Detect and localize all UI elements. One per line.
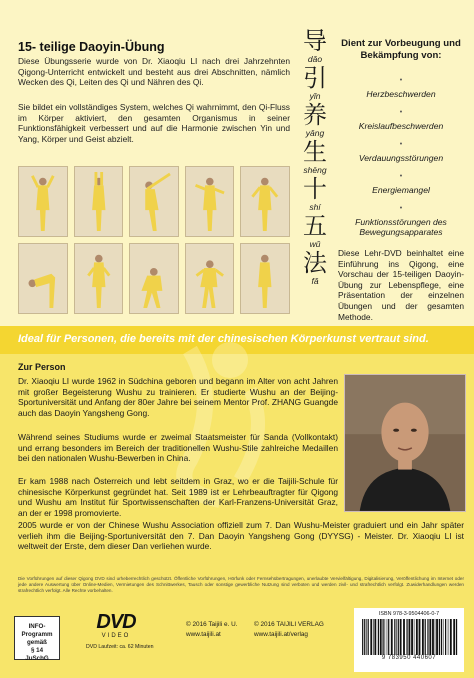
bullet-icon: • [399, 173, 403, 180]
bio-paragraph-4: 2005 wurde er von der Chinese Wushu Association offiziell zum 7. Dan Wushu-Meister graduiert und ein Jahr später verlieh ihm die Beijing-Sportuniversität den 7. Dan Daoyin Yangsheng Gong (DYYSG) - Meister. Dr. Xiaoqiu LI ist weltweit der Erste, dem dieser Dan verliehen wurde. [18, 520, 464, 552]
exercise-photo [129, 166, 179, 237]
exercise-photo [240, 243, 290, 314]
char-block: 生 shēng [303, 138, 327, 175]
author-portrait [344, 374, 466, 512]
benefits-heading: Dient zur Vorbeugung und Bekämpfung von: [341, 38, 461, 61]
bio-paragraph-3: Er kam 1988 nach Österreich und lebt seitdem in Graz, wo er die Taijili-Schule für chinesische Körperkunst gegründet hat. Seit 1989 ist er Lehrbeauftragter für Qigong und Wushu am Institut für Sportwissenschaften der Karl-Franzens-Universität Graz, an der er 1998 promovierte. [18, 476, 338, 518]
publisher-1: © 2016 Taijili e. U. www.taijili.at [186, 621, 238, 638]
legal-notice: Die Vorführungen auf dieser Qigong DVD sind urheberrechtlich geschützt. Öffentliche Vorführungen, Hörfunk oder Fernsehübertragungen, unerlaubte Vervielfältigung, Digitalisierung, Veröffentlichung im Internet oder jede andere Auswertung über Online-Medien, Vermietungen des Schnittwerkes, Tausch oder sonstige gewerbliche Nutzung sind verboten und werden zivil- und strafrechtlich verfolgt. Zuwiderhandlungen werden strafrechtlich verfolgt. Alle Rechte vorbehalten. [18, 576, 464, 593]
char-block: 养 yǎng [303, 101, 327, 138]
exercise-photo [185, 243, 235, 314]
char-block: 引 yǐn [303, 64, 327, 101]
chinese-title-column [294, 28, 336, 287]
bullet-icon: • [399, 205, 403, 212]
tagline-text: Ideal für Personen, die bereits mit der chinesischen Körperkunst vertraut sind. [18, 333, 429, 345]
bullet-icon: • [399, 77, 403, 84]
list-item: • Energiemangel [338, 172, 464, 195]
conditions-list [338, 76, 464, 238]
barcode-number: 9 783950 440607 [381, 655, 437, 661]
bio-paragraph-1: Dr. Xiaoqiu LI wurde 1962 in Südchina geboren und begann im Alter von acht Jahren mit großer Begeisterung Wushu zu trainieren. Er studierte Wushu an der Beijing-Sportuniversität und Anfang der 80er Jahre bei seinem Mentor Prof. ZHANG Guangde auch das Daoyin Yangsheng Gong. [18, 376, 338, 418]
char-block: 法 fǎ [303, 249, 327, 286]
list-item: • Kreislaufbeschwerden [338, 108, 464, 131]
dvd-video-logo [86, 611, 154, 650]
dvd-sub: VIDEO [101, 633, 131, 639]
char-block: 十 shí [303, 175, 327, 212]
exercise-photo-grid [18, 166, 290, 314]
intro-paragraph-2: Sie bildet ein vollständiges System, welches Qi wahrnimmt, den Qi-Fluss im Körper aktiviert, den gesamten Organismus in seiner Funktionsfähigkeit verbessert und auf die Harmonie zwischen Yin und Yang, Körper und Geist abzielt. [18, 102, 290, 144]
char-block: 五 wǔ [303, 212, 327, 249]
char-block: 导 dǎo [303, 27, 327, 64]
isbn-barcode-box [354, 608, 464, 672]
exercise-photo [74, 243, 124, 314]
exercise-photo [129, 243, 179, 314]
list-item: • Verdauungsstörungen [338, 140, 464, 163]
bio-paragraph-2: Während seines Studiums wurde er zweimal Staatsmeister für Sanda (Vollkontakt) und errang besonders im Bereich der traditionellen Wushu-Stile zahlreiche Medaillen bei den nationalen Wushu-Bewerben in China. [18, 432, 338, 464]
list-item: • Funktionsstörungen des Bewegungsapparates [338, 204, 464, 238]
benefits-column [338, 38, 464, 247]
bullet-icon: • [399, 109, 403, 116]
page-title: 15- teilige Daoyin-Übung [18, 40, 165, 54]
barcode-icon [358, 619, 460, 655]
list-item: • Herzbeschwerden [338, 76, 464, 99]
exercise-photo [185, 166, 235, 237]
exercise-photo [18, 166, 68, 237]
dvd-runtime: DVD Laufzeit: ca. 62 Minuten [86, 644, 154, 650]
exercise-photo [18, 243, 68, 314]
isbn-text: ISBN 978-3-9504406-0-7 [378, 611, 440, 617]
intro-paragraph-1: Diese Übungsserie wurde von Dr. Xiaoqiu LI nach drei Jahrzehnten Qigong-Unterricht entwickelt und besteht aus drei Abschnitten, nämlich Wecken des Qi, Leiten des Qi und Nähren des Qi. [18, 56, 290, 88]
dvd-mark: DVD [96, 611, 136, 633]
exercise-photo [74, 166, 124, 237]
exercise-photo [240, 166, 290, 237]
publisher-2: © 2016 TAIJILI VERLAG www.taijili.at/verlag [254, 621, 324, 638]
info-program-badge: INFO- Programm gemäß § 14 JuSchG [14, 616, 60, 660]
person-heading: Zur Person [18, 362, 66, 372]
bullet-icon: • [399, 141, 403, 148]
dvd-description: Diese Lehr-DVD beinhaltet eine Einführung ins Qigong, eine Vorschau der 15-teiligen Daoyin-Übung zur Lebenspflege, eine Präsentation der einzelnen Übungen und der gesamten Methode. [338, 248, 464, 322]
